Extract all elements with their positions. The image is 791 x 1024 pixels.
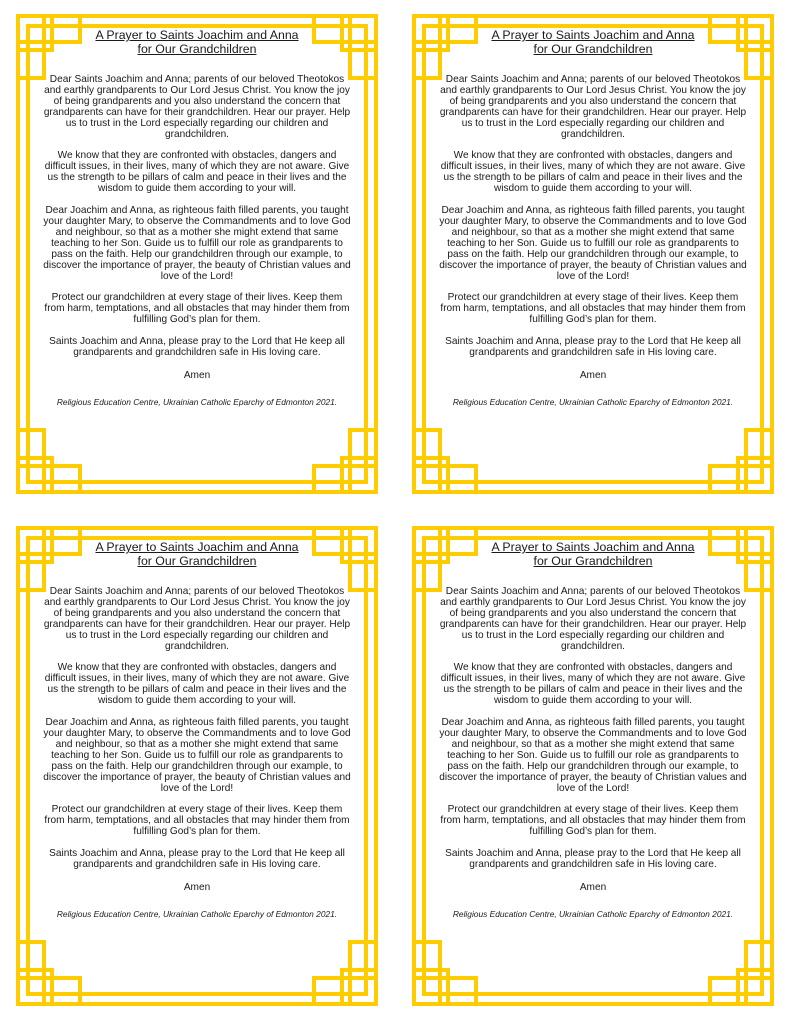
prayer-paragraph-3: Dear Joachim and Anna, as righteous faith filled parents, you taught your daughter Mary, to observe the Commandments and to love God and neighbour, so that as a mother she might extend that same teaching to her Son. Guide us to fulfill our role as grandparents to pass on the faith. Help our grandchildren through our example, to discover the importance of prayer, the beauty of Christian values and love of the Lord!: [43, 717, 351, 794]
credit-line: Religious Education Centre, Ukrainian Catholic Eparchy of Edmonton 2021.: [56, 908, 338, 919]
prayer-paragraph-2: We know that they are confronted with obstacles, dangers and difficult issues, in their lives, many of which they are not aware. Give us the strength to be pillars of calm and peace in their lives and the wisdom to guide them according to your will.: [44, 662, 350, 707]
prayer-title: [438, 541, 748, 568]
prayer-paragraph-4: Protect our grandchildren at every stage of their lives. Keep them from harm, temptations, and all obstacles that may hinder them from fulfilling God’s plan for them.: [440, 292, 746, 326]
title-line-2: for Our Grandchildren: [533, 41, 653, 56]
prayer-paragraph-2: We know that they are confronted with obstacles, dangers and difficult issues, in their lives, many of which they are not aware. Give us the strength to be pillars of calm and peace in their lives and the wisdom to guide them according to your will.: [440, 662, 746, 707]
title-line-2: for Our Grandchildren: [137, 41, 257, 56]
prayer-paragraph-4: Protect our grandchildren at every stage of their lives. Keep them from harm, temptations, and all obstacles that may hinder them from fulfilling God’s plan for them.: [440, 804, 746, 838]
prayer-amen: Amen: [579, 881, 607, 893]
prayer-content: [438, 541, 748, 997]
prayer-paragraph-5: Saints Joachim and Anna, please pray to the Lord that He keep all grandparents and grandchildren safe in His loving care.: [49, 336, 345, 359]
prayer-amen: Amen: [579, 369, 607, 381]
title-line-2: for Our Grandchildren: [533, 553, 653, 568]
prayer-card: [12, 522, 382, 1010]
prayer-paragraph-3: Dear Joachim and Anna, as righteous faith filled parents, you taught your daughter Mary, to observe the Commandments and to love God and neighbour, so that as a mother she might extend that same teaching to her Son. Guide us to fulfill our role as grandparents to pass on the faith. Help our grandchildren through our example, to discover the importance of prayer, the beauty of Christian values and love of the Lord!: [439, 717, 747, 794]
prayer-title: [42, 29, 352, 56]
prayer-paragraph-1: Dear Saints Joachim and Anna; parents of our beloved Theotokos and earthly grandparents to Our Lord Jesus Christ. You know the joy of being grandparents and you also understand the concern that grandparents can have for their grandchildren. Hear our prayer. Help us to trust in the Lord especially regarding our children and grandchildren.: [439, 586, 747, 652]
credit-line: Religious Education Centre, Ukrainian Catholic Eparchy of Edmonton 2021.: [452, 396, 734, 407]
prayer-card: [12, 10, 382, 498]
prayer-title: [42, 541, 352, 568]
prayer-content: [42, 541, 352, 997]
prayer-amen: Amen: [183, 881, 211, 893]
prayer-title: [438, 29, 748, 56]
prayer-paragraph-5: Saints Joachim and Anna, please pray to the Lord that He keep all grandparents and grandchildren safe in His loving care.: [49, 848, 345, 871]
prayer-paragraph-3: Dear Joachim and Anna, as righteous faith filled parents, you taught your daughter Mary, to observe the Commandments and to love God and neighbour, so that as a mother she might extend that same teaching to her Son. Guide us to fulfill our role as grandparents to pass on the faith. Help our grandchildren through our example, to discover the importance of prayer, the beauty of Christian values and love of the Lord!: [439, 205, 747, 282]
prayer-paragraph-5: Saints Joachim and Anna, please pray to the Lord that He keep all grandparents and grandchildren safe in His loving care.: [445, 848, 741, 871]
prayer-paragraph-2: We know that they are confronted with obstacles, dangers and difficult issues, in their lives, many of which they are not aware. Give us the strength to be pillars of calm and peace in their lives and the wisdom to guide them according to your will.: [440, 150, 746, 195]
credit-line: Religious Education Centre, Ukrainian Catholic Eparchy of Edmonton 2021.: [56, 396, 338, 407]
title-line-2: for Our Grandchildren: [137, 553, 257, 568]
prayer-content: [438, 29, 748, 485]
credit-line: Religious Education Centre, Ukrainian Catholic Eparchy of Edmonton 2021.: [452, 908, 734, 919]
prayer-card: [408, 10, 778, 498]
title-line-1: A Prayer to Saints Joachim and Anna: [95, 540, 299, 554]
prayer-amen: Amen: [183, 369, 211, 381]
title-line-1: A Prayer to Saints Joachim and Anna: [95, 28, 299, 42]
title-line-1: A Prayer to Saints Joachim and Anna: [491, 540, 695, 554]
prayer-paragraph-1: Dear Saints Joachim and Anna; parents of our beloved Theotokos and earthly grandparents to Our Lord Jesus Christ. You know the joy of being grandparents and you also understand the concern that grandparents can have for their grandchildren. Hear our prayer. Help us to trust in the Lord especially regarding our children and grandchildren.: [43, 586, 351, 652]
prayer-paragraph-4: Protect our grandchildren at every stage of their lives. Keep them from harm, temptations, and all obstacles that may hinder them from fulfilling God’s plan for them.: [44, 804, 350, 838]
prayer-paragraph-1: Dear Saints Joachim and Anna; parents of our beloved Theotokos and earthly grandparents to Our Lord Jesus Christ. You know the joy of being grandparents and you also understand the concern that grandparents can have for their grandchildren. Hear our prayer. Help us to trust in the Lord especially regarding our children and grandchildren.: [43, 74, 351, 140]
title-line-1: A Prayer to Saints Joachim and Anna: [491, 28, 695, 42]
prayer-paragraph-4: Protect our grandchildren at every stage of their lives. Keep them from harm, temptations, and all obstacles that may hinder them from fulfilling God’s plan for them.: [44, 292, 350, 326]
prayer-paragraph-3: Dear Joachim and Anna, as righteous faith filled parents, you taught your daughter Mary, to observe the Commandments and to love God and neighbour, so that as a mother she might extend that same teaching to her Son. Guide us to fulfill our role as grandparents to pass on the faith. Help our grandchildren through our example, to discover the importance of prayer, the beauty of Christian values and love of the Lord!: [43, 205, 351, 282]
prayer-content: [42, 29, 352, 485]
prayer-paragraph-5: Saints Joachim and Anna, please pray to the Lord that He keep all grandparents and grandchildren safe in His loving care.: [445, 336, 741, 359]
prayer-paragraph-2: We know that they are confronted with obstacles, dangers and difficult issues, in their lives, many of which they are not aware. Give us the strength to be pillars of calm and peace in their lives and the wisdom to guide them according to your will.: [44, 150, 350, 195]
prayer-card: [408, 522, 778, 1010]
prayer-paragraph-1: Dear Saints Joachim and Anna; parents of our beloved Theotokos and earthly grandparents to Our Lord Jesus Christ. You know the joy of being grandparents and you also understand the concern that grandparents can have for their grandchildren. Hear our prayer. Help us to trust in the Lord especially regarding our children and grandchildren.: [439, 74, 747, 140]
